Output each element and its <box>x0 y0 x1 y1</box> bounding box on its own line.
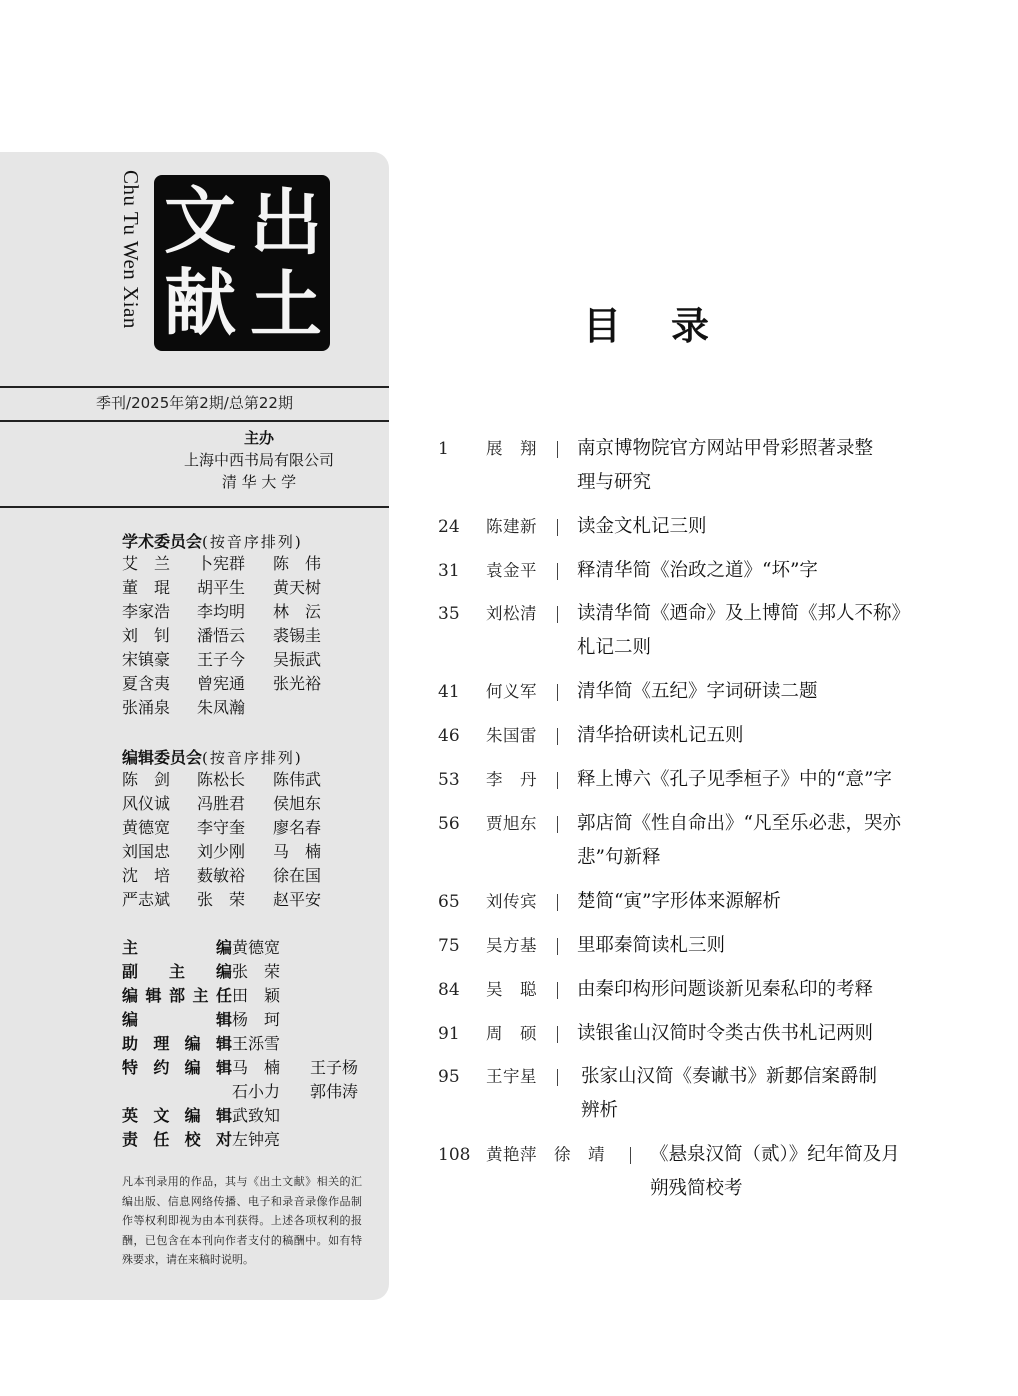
committee-member: 曾宪通 <box>197 674 246 693</box>
sort-note: (按音序排列) <box>202 749 303 767</box>
toc-title-line: 理与研究 <box>577 472 652 493</box>
staff-role: 助理编辑 <box>122 1034 232 1053</box>
toc-author: 陈建新 <box>486 517 537 536</box>
committee-member: 赵平安 <box>273 890 322 909</box>
toc-title-line: 《悬泉汉简（贰）》纪年简及月 <box>650 1144 900 1165</box>
toc-title-line: 朔残简校考 <box>650 1178 743 1199</box>
academic-committee-title: 学术委员会 <box>122 532 203 551</box>
committee-member: 刘国忠 <box>122 842 171 861</box>
sponsor-label: 主办 <box>243 429 274 447</box>
committee-member: 陈松长 <box>197 770 246 789</box>
toc-article-title <box>577 675 818 709</box>
staff-name: 王泺雪 <box>232 1034 281 1053</box>
sort-note: (按音序排列) <box>202 533 303 551</box>
committee-member: 风仪诚 <box>122 794 171 813</box>
staff-role: 主编 <box>122 938 232 957</box>
staff-role: 编辑 <box>122 1010 232 1029</box>
toc-title-line: 读金文札记三则 <box>577 516 707 537</box>
toc-title-line: 郭店简《性自命出》“凡至乐必悲，哭亦 <box>577 813 901 834</box>
committee-member: 刘少刚 <box>197 842 246 861</box>
toc-page-number: 1 <box>438 439 449 459</box>
toc-page-number: 95 <box>438 1067 460 1087</box>
committee-member: 黄天树 <box>273 578 322 597</box>
logo-char-xian: 献 <box>163 260 236 345</box>
committee-member: 张 荣 <box>197 890 246 909</box>
toc-title-line: 悲”句新释 <box>577 847 661 868</box>
staff-role: 编辑部主任 <box>122 986 232 1005</box>
toc-separator <box>557 1069 558 1086</box>
staff-name: 田 颖 <box>232 986 281 1005</box>
toc-page-number: 56 <box>438 814 460 834</box>
toc-title-line: 清华简《五纪》字词研读二题 <box>577 681 818 702</box>
toc-article-title <box>577 973 873 1007</box>
toc-separator <box>557 606 558 623</box>
toc-title-line: 楚简“寅”字形体来源解析 <box>577 891 781 912</box>
committee-member: 侯旭东 <box>273 794 322 813</box>
committee-member: 张涌泉 <box>122 698 171 717</box>
staff-row <box>122 1080 388 1104</box>
toc-article-title <box>577 597 910 665</box>
toc-page-number: 31 <box>438 561 460 581</box>
toc-separator <box>557 563 558 580</box>
toc-author: 朱国雷 <box>486 726 537 745</box>
toc-article-title <box>577 929 725 963</box>
toc-title-line: 释清华简《治政之道》“坏”字 <box>577 560 818 581</box>
staff-name: 石小力 <box>232 1082 281 1101</box>
committee-member: 陈伟武 <box>273 770 322 789</box>
staff-row <box>122 960 388 984</box>
toc-author: 袁金平 <box>486 561 537 580</box>
committee-member: 刘 钊 <box>122 626 171 645</box>
toc-title-line: 里耶秦简读札三则 <box>577 935 726 956</box>
copyright-notice: 凡本刊录用的作品，其与《出土文献》相关的汇编出版、信息网络传播、电子和录音录像作品制作等权利即视为由本刊获得。上述各项权利的报酬，已包含在本刊向作者支付的稿酬中。如有特殊要求，请在来稿时说明。 <box>122 1175 362 1266</box>
staff-row <box>122 936 388 960</box>
committee-member: 朱凤瀚 <box>197 698 246 717</box>
committee-member: 吴振武 <box>273 650 322 669</box>
staff-row <box>122 1008 388 1032</box>
toc-title-line: 清华拾研读札记五则 <box>577 725 744 746</box>
logo-char-wen: 文 <box>163 178 236 263</box>
toc-title-line: 由秦印构形问题谈新见秦私印的考释 <box>577 979 874 1000</box>
staff-name: 郭伟涛 <box>310 1082 359 1101</box>
toc-page-number: 41 <box>438 682 460 702</box>
committee-member: 王子今 <box>197 650 246 669</box>
toc-page-number: 46 <box>438 726 460 746</box>
toc-article-title <box>577 763 892 797</box>
toc-separator <box>557 816 558 833</box>
logo-char-tu: 土 <box>249 262 322 347</box>
toc-title-line: 张家山汉简《奏谳书》新郪信案爵制 <box>581 1066 878 1087</box>
toc-title-line: 札记二则 <box>577 637 652 658</box>
staff-row <box>122 1104 388 1128</box>
staff-row <box>122 984 388 1008</box>
toc-article-title <box>577 1017 873 1051</box>
toc-author: 黄艳萍 徐 靖 <box>486 1145 605 1164</box>
toc-title-line: 南京博物院官方网站甲骨彩照著录整 <box>577 438 874 459</box>
toc-title-line: 释上博六《孔子见季桓子》中的“意”字 <box>577 769 892 790</box>
toc-separator <box>557 519 558 536</box>
toc-page-number: 108 <box>438 1145 471 1165</box>
staff-row <box>122 1032 388 1056</box>
divider <box>0 506 389 508</box>
toc-page-number: 84 <box>438 980 460 1000</box>
toc-article-title <box>650 1138 900 1206</box>
staff-name: 杨 珂 <box>232 1010 281 1029</box>
editorial-staff <box>122 936 388 1152</box>
toc-page-number: 53 <box>438 770 460 790</box>
sponsor-org: 清 华 大 学 <box>221 473 297 491</box>
divider <box>0 386 389 388</box>
committee-member: 张光裕 <box>273 674 322 693</box>
committee-member: 黄德宽 <box>122 818 171 837</box>
toc-separator <box>557 441 558 458</box>
toc-author: 刘松清 <box>486 604 537 623</box>
toc-separator <box>557 894 558 911</box>
journal-roman-title: Chu Tu Wen Xian <box>119 170 143 329</box>
toc-separator <box>630 1147 631 1164</box>
staff-name: 张 荣 <box>232 962 281 981</box>
toc-separator <box>557 728 558 745</box>
toc-separator <box>557 684 558 701</box>
committee-member: 李守奎 <box>197 818 246 837</box>
toc-article-title <box>581 1060 877 1128</box>
toc-separator <box>557 938 558 955</box>
committee-member: 徐在国 <box>273 866 322 885</box>
journal-logo <box>154 175 330 351</box>
committee-member: 严志斌 <box>122 890 171 909</box>
editorial-committee-list <box>122 768 349 912</box>
committee-member: 廖名春 <box>273 818 322 837</box>
sponsor-org: 上海中西书局有限公司 <box>183 451 334 469</box>
toc-author: 吴 聪 <box>486 980 537 999</box>
staff-role: 副主编 <box>122 962 232 981</box>
toc-article-title <box>577 807 901 875</box>
issue-info: 季刊/2025年第2期/总第22期 <box>96 394 293 412</box>
toc-page-number: 24 <box>438 517 460 537</box>
toc-page-number: 65 <box>438 892 460 912</box>
editorial-committee-title: 编辑委员会 <box>122 748 203 767</box>
committee-member: 卜宪群 <box>197 554 246 573</box>
staff-role: 英文编辑 <box>122 1106 232 1125</box>
staff-name: 王子杨 <box>310 1058 359 1077</box>
committee-member: 马 楠 <box>273 842 322 861</box>
committee-member: 裘锡圭 <box>273 626 322 645</box>
staff-name: 黄德宽 <box>232 938 281 957</box>
staff-row <box>122 1128 388 1152</box>
toc-article-title <box>577 554 818 588</box>
toc-author: 展 翔 <box>486 439 537 458</box>
toc-author: 李 丹 <box>486 770 537 789</box>
toc-article-title <box>577 885 781 919</box>
committee-member: 李家浩 <box>122 602 171 621</box>
divider <box>0 420 389 422</box>
toc-title-line: 读银雀山汉简时令类古佚书札记两则 <box>577 1023 874 1044</box>
toc-article-title <box>577 510 707 544</box>
editorial-committee-heading <box>122 745 303 768</box>
logo-char-chu: 出 <box>249 180 322 265</box>
toc-separator <box>557 1026 558 1043</box>
staff-role: 特约编辑 <box>122 1058 232 1077</box>
staff-name: 马 楠 <box>232 1058 281 1077</box>
committee-member: 薮敏裕 <box>197 866 246 885</box>
committee-member: 林 沄 <box>273 602 322 621</box>
committee-member: 夏含夷 <box>122 674 171 693</box>
committee-member: 艾 兰 <box>122 554 171 573</box>
staff-name: 左钟亮 <box>232 1130 281 1149</box>
staff-role: 责任校对 <box>122 1130 232 1149</box>
toc-separator <box>557 982 558 999</box>
toc-author: 周 硕 <box>486 1024 537 1043</box>
toc-author: 吴方基 <box>486 936 537 955</box>
toc-author: 何义军 <box>486 682 537 701</box>
toc-page-number: 91 <box>438 1024 460 1044</box>
committee-member: 宋镇豪 <box>122 650 171 669</box>
toc-author: 贾旭东 <box>486 814 537 833</box>
toc-article-title <box>577 432 873 500</box>
committee-member: 冯胜君 <box>197 794 246 813</box>
staff-name: 武致知 <box>232 1106 281 1125</box>
committee-member: 潘悟云 <box>197 626 246 645</box>
committee-member: 陈 剑 <box>122 770 171 789</box>
toc-page-number: 35 <box>438 604 460 624</box>
committee-member: 董 琨 <box>122 578 171 597</box>
toc-separator <box>557 772 558 789</box>
committee-member: 沈 培 <box>122 866 171 885</box>
toc-article-title <box>577 719 744 753</box>
toc-title: 目录 <box>583 304 760 348</box>
toc-author: 刘传宾 <box>486 892 537 911</box>
staff-row <box>122 1056 388 1080</box>
staff-role <box>122 1080 232 1104</box>
toc-author: 王宇星 <box>486 1067 537 1086</box>
committee-member: 李均明 <box>197 602 246 621</box>
academic-committee-list <box>122 552 349 720</box>
committee-member: 胡平生 <box>197 578 246 597</box>
committee-member: 陈 伟 <box>273 554 322 573</box>
toc-page-number: 75 <box>438 936 460 956</box>
toc-title-line: 辨析 <box>581 1100 619 1121</box>
academic-committee-heading <box>122 529 303 552</box>
toc-title-line: 读清华简《迺命》及上博简《邦人不称》 <box>577 603 911 624</box>
